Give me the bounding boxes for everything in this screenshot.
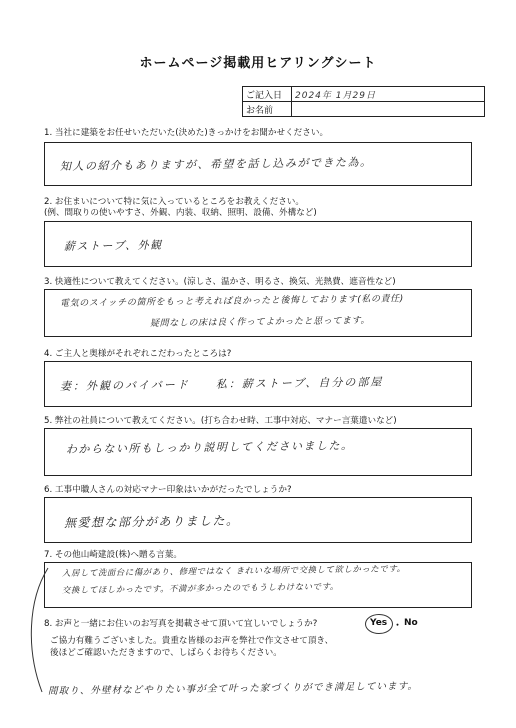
- no-option[interactable]: No: [404, 618, 418, 628]
- yes-option[interactable]: Yes: [370, 618, 388, 628]
- question-7-label: 7. その他山崎建設(株)へ贈る言葉。: [44, 550, 182, 560]
- answer-3-line-2: 疑問なしの床は良く作ってよかったと思ってます。: [149, 315, 371, 329]
- name-label: お名前: [243, 102, 292, 117]
- answer-5-line-1: わからない所もしっかり説明してくださいました。: [65, 438, 354, 456]
- question-6-label: 6. 工事中職人さんの対応マナー印象はいかがだったでしょうか?: [44, 485, 292, 495]
- question-8-label: 8. お声と一緒にお住いのお写真を掲載させて頂いて宜しいでしょうか?: [44, 619, 318, 629]
- option-separator: ・: [393, 621, 403, 631]
- question-3-label: 3. 快適性について教えてください。(涼しさ、温かさ、明るさ、換気、光熱費、遮音性など): [44, 277, 396, 287]
- date-field[interactable]: [292, 87, 485, 102]
- thanks-line-2: 後ほどご確認いただきますので、しばらくお待ちください。: [50, 648, 282, 658]
- answer-1-line-1: 知人の紹介もありますが、希望を話し込みができた為。: [59, 155, 373, 173]
- question-2-label: 2. お住まいについて特に気に入っているところをお教えください。: [44, 197, 304, 207]
- question-2-label-examples: (例、間取りの使いやすさ、外観、内装、収納、照明、設備、外構など): [44, 208, 317, 218]
- question-4-label: 4. ご主人と奥様がそれぞれこだわったところは?: [44, 349, 232, 359]
- name-field[interactable]: [292, 102, 485, 117]
- answer-4-line-1: 妻：外観のバイバード 私：薪ストーブ、自分の部屋: [59, 375, 384, 393]
- answer-2-text: 薪ストーブ、外観: [63, 238, 163, 253]
- answer-7-line-2: 交換してほしかったです。不満が多かったのでもうしわけないです。: [61, 581, 339, 595]
- handwritten-arrow-line: [20, 560, 60, 700]
- question-1-label: 1. 当社に建築をお任せいただいた(決めた)きっかけをお聞かせください。: [44, 128, 329, 138]
- date-label: ご記入日: [243, 87, 292, 102]
- thanks-line-1: ご協力有難うございました。貴重な皆様のお声を弊社で作文させて頂き、: [50, 636, 334, 646]
- meta-table: [242, 86, 485, 117]
- page-title: ホームページ掲載用ヒアリングシート: [139, 56, 377, 71]
- date-value: 2024年 1月29日: [295, 90, 376, 101]
- answer-3-line-1: 電気のスイッチの箇所をもっと考えれば良かったと後悔しております(私の責任): [59, 294, 404, 309]
- answer-6-line-1: 無愛想な部分がありました。: [63, 513, 240, 530]
- bottom-handwritten-note: 間取り、外壁材などやりたい事が全て叶った家づくりができ満足しています。: [47, 680, 419, 697]
- answer-7-line-1: 入居して洗面台に傷があり、修理ではなく きれいな場所で交換して欲しかったです。: [61, 563, 406, 578]
- question-5-label: 5. 弊社の社員について教えてください。(打ち合わせ時、工事中対応、マナー言葉遣いなど): [44, 416, 397, 426]
